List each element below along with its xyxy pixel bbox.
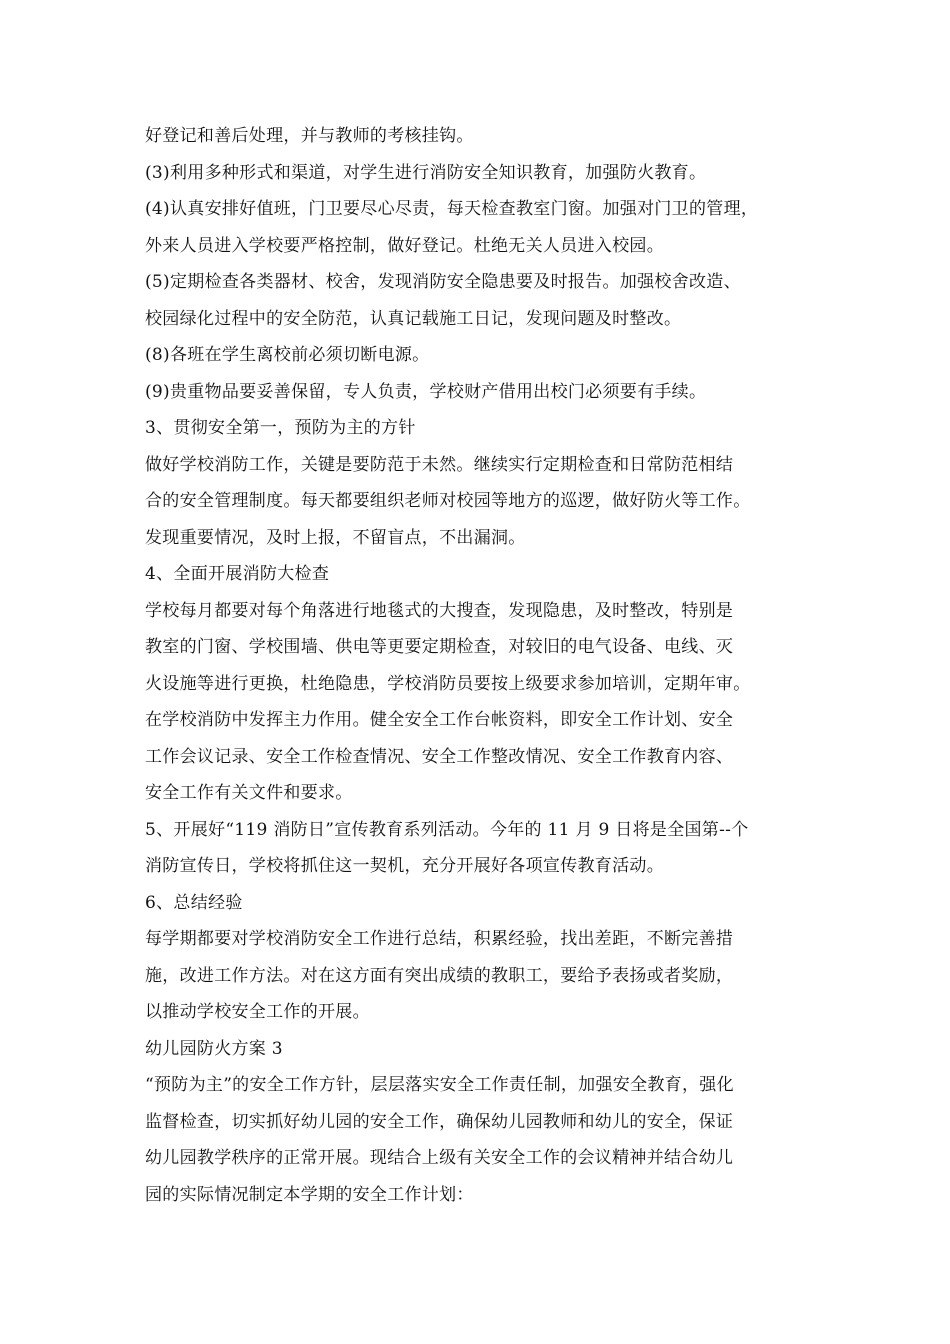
text-line: “预防为主”的安全工作方针，层层落实安全工作责任制，加强安全教育，强化 <box>145 1075 734 1095</box>
text-line: 园的实际情况制定本学期的安全工作计划： <box>145 1184 474 1205</box>
text-line: 施，改进工作方法。对在这方面有突出成绩的教职工，要给予表扬或者奖励， <box>145 965 734 986</box>
text-line: 消防宣传日，学校将抓住这一契机，充分开展好各项宣传教育活动。 <box>145 856 664 876</box>
text-line: 外来人员进入学校要严格控制，做好登记。杜绝无关人员进入校园。 <box>145 235 664 256</box>
text-line: 安全工作有关文件和要求。 <box>145 783 353 803</box>
section-heading: 4、全面开展消防大检查 <box>145 564 330 584</box>
text-line: (5)定期检查各类器材、校舍，发现消防安全隐患要及时报告。加强校舍改造、 <box>145 272 741 292</box>
text-line: 工作会议记录、安全工作检查情况、安全工作整改情况、安全工作教育内容、 <box>145 746 734 767</box>
document-body <box>145 118 825 1213</box>
text-line: 火设施等进行更换，杜绝隐患，学校消防员要按上级要求参加培训，定期年审。 <box>145 673 751 694</box>
text-line: 每学期都要对学校消防安全工作进行总结，积累经验，找出差距，不断完善措 <box>145 929 734 949</box>
document-title: 幼儿园防火方案 3 <box>145 1038 283 1059</box>
text-line: 在学校消防中发挥主力作用。健全安全工作台帐资料，即安全工作计划、安全 <box>145 710 734 730</box>
text-line: 发现重要情况，及时上报，不留盲点，不出漏洞。 <box>145 527 526 548</box>
text-line: 合的安全管理制度。每天都要组织老师对校园等地方的巡逻，做好防火等工作。 <box>145 491 751 511</box>
text-line: (3)利用多种形式和渠道，对学生进行消防安全知识教育，加强防火教育。 <box>145 162 707 183</box>
text-line: 幼儿园教学秩序的正常开展。现结合上级有关安全工作的会议精神并结合幼儿 <box>145 1148 734 1168</box>
section-heading: 5、开展好“119 消防日”宣传教育系列活动。今年的 11 月 9 日将是全国第--个 <box>145 819 749 840</box>
text-line: (9)贵重物品要妥善保留，专人负责，学校财产借用出校门必须要有手续。 <box>145 381 707 402</box>
text-line: 好登记和善后处理，并与教师的考核挂钩。 <box>145 126 474 146</box>
text-line: (4)认真安排好值班，门卫要尽心尽责，每天检查教室门窗。加强对门卫的管理， <box>145 199 759 219</box>
text-line: 学校每月都要对每个角落进行地毯式的大搜查，发现隐患，及时整改，特别是 <box>145 600 734 621</box>
section-heading: 3、贯彻安全第一，预防为主的方针 <box>145 418 416 438</box>
text-line: 监督检查，切实抓好幼儿园的安全工作，确保幼儿园教师和幼儿的安全，保证 <box>145 1111 734 1132</box>
text-line: (8)各班在学生离校前必须切断电源。 <box>145 345 430 365</box>
text-line: 做好学校消防工作，关键是要防范于未然。继续实行定期检查和日常防范相结 <box>145 454 734 475</box>
text-line: 校园绿化过程中的安全防范，认真记载施工日记，发现问题及时整改。 <box>145 308 682 329</box>
text-line: 教室的门窗、学校围墙、供电等更要定期检查，对较旧的电气设备、电线、灭 <box>145 637 734 657</box>
text-line: 以推动学校安全工作的开展。 <box>145 1002 370 1022</box>
section-heading: 6、总结经验 <box>145 892 243 913</box>
